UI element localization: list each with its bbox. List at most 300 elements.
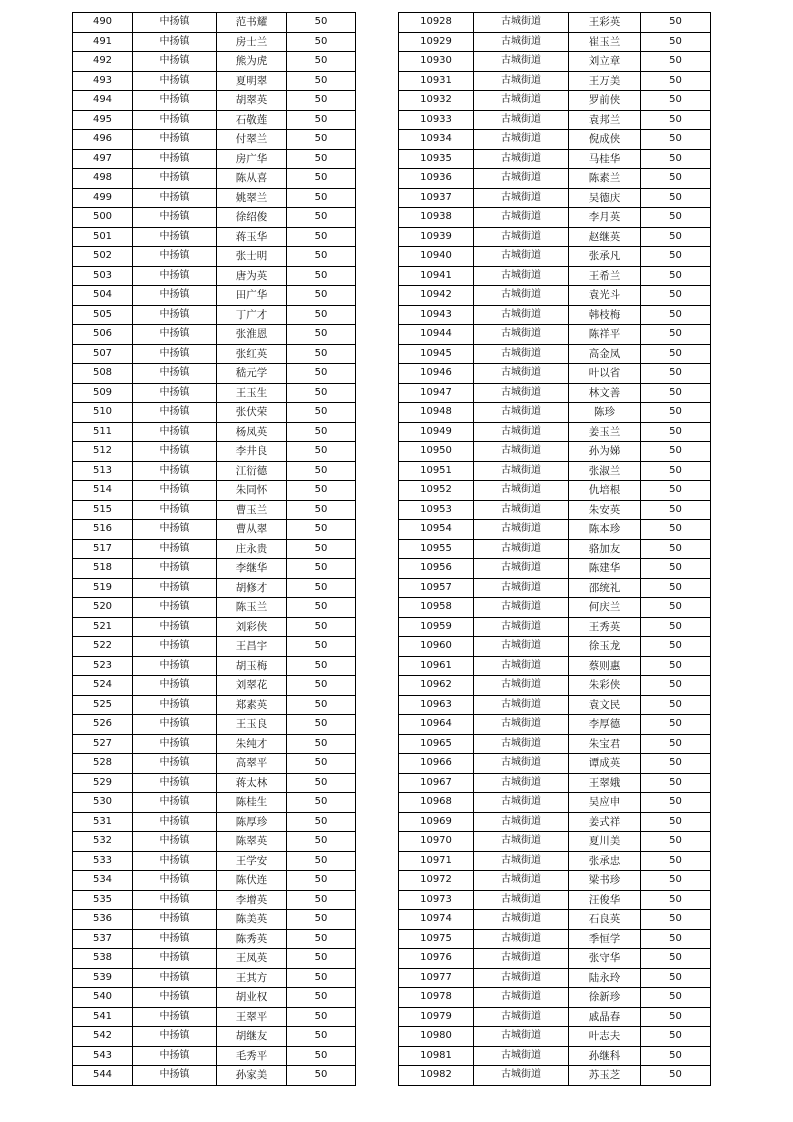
row-number-cell: 10956 [399, 559, 474, 579]
left-table [72, 12, 356, 1086]
name-cell: 姜玉兰 [569, 422, 641, 442]
district-cell: 古城街道 [474, 344, 569, 364]
row-number-cell: 10929 [399, 32, 474, 52]
row-number-cell: 515 [73, 500, 133, 520]
row-number-cell: 10944 [399, 325, 474, 345]
district-cell: 古城街道 [474, 598, 569, 618]
amount-cell: 50 [287, 929, 356, 949]
amount-cell: 50 [287, 715, 356, 735]
row-number-cell: 542 [73, 1027, 133, 1047]
district-cell: 中扬镇 [133, 559, 217, 579]
amount-cell: 50 [287, 149, 356, 169]
row-number-cell: 512 [73, 442, 133, 462]
name-cell: 朱同怀 [217, 481, 287, 501]
row-number-cell: 10967 [399, 773, 474, 793]
row-number-cell: 10950 [399, 442, 474, 462]
row-number-cell: 10974 [399, 910, 474, 930]
amount-cell: 50 [641, 403, 711, 423]
name-cell: 骆加友 [569, 539, 641, 559]
row-number-cell: 10961 [399, 656, 474, 676]
row-number-cell: 498 [73, 169, 133, 189]
table-row [73, 656, 356, 676]
table-row [399, 266, 711, 286]
district-cell: 中扬镇 [133, 1007, 217, 1027]
table-row [73, 988, 356, 1008]
name-cell: 仇培根 [569, 481, 641, 501]
district-cell: 中扬镇 [133, 500, 217, 520]
table-row [73, 52, 356, 72]
table-row [399, 520, 711, 540]
row-number-cell: 10954 [399, 520, 474, 540]
district-cell: 古城街道 [474, 988, 569, 1008]
name-cell: 孙为娣 [569, 442, 641, 462]
district-cell: 古城街道 [474, 1046, 569, 1066]
table-row [73, 754, 356, 774]
amount-cell: 50 [287, 91, 356, 111]
amount-cell: 50 [641, 13, 711, 33]
district-cell: 古城街道 [474, 481, 569, 501]
district-cell: 古城街道 [474, 52, 569, 72]
table-row [399, 773, 711, 793]
name-cell: 胡继友 [217, 1027, 287, 1047]
amount-cell: 50 [641, 1046, 711, 1066]
name-cell: 曹玉兰 [217, 500, 287, 520]
row-number-cell: 524 [73, 676, 133, 696]
row-number-cell: 10939 [399, 227, 474, 247]
amount-cell: 50 [287, 364, 356, 384]
amount-cell: 50 [287, 422, 356, 442]
row-number-cell: 534 [73, 871, 133, 891]
amount-cell: 50 [641, 929, 711, 949]
district-cell: 中扬镇 [133, 520, 217, 540]
amount-cell: 50 [641, 656, 711, 676]
table-row [399, 832, 711, 852]
name-cell: 王昌宇 [217, 637, 287, 657]
district-cell: 古城街道 [474, 149, 569, 169]
row-number-cell: 525 [73, 695, 133, 715]
district-cell: 古城街道 [474, 286, 569, 306]
amount-cell: 50 [287, 793, 356, 813]
name-cell: 罗前侠 [569, 91, 641, 111]
district-cell: 古城街道 [474, 305, 569, 325]
amount-cell: 50 [641, 52, 711, 72]
district-cell: 中扬镇 [133, 266, 217, 286]
name-cell: 张淑兰 [569, 461, 641, 481]
amount-cell: 50 [287, 910, 356, 930]
district-cell: 中扬镇 [133, 481, 217, 501]
row-number-cell: 10948 [399, 403, 474, 423]
name-cell: 陆永玲 [569, 968, 641, 988]
name-cell: 徐玉龙 [569, 637, 641, 657]
table-row [73, 578, 356, 598]
row-number-cell: 10979 [399, 1007, 474, 1027]
district-cell: 古城街道 [474, 773, 569, 793]
name-cell: 李增英 [217, 890, 287, 910]
name-cell: 徐绍俊 [217, 208, 287, 228]
amount-cell: 50 [287, 500, 356, 520]
name-cell: 高翠平 [217, 754, 287, 774]
name-cell: 曹从翠 [217, 520, 287, 540]
row-number-cell: 510 [73, 403, 133, 423]
amount-cell: 50 [287, 617, 356, 637]
amount-cell: 50 [641, 442, 711, 462]
name-cell: 石良英 [569, 910, 641, 930]
amount-cell: 50 [287, 1066, 356, 1086]
district-cell: 中扬镇 [133, 305, 217, 325]
row-number-cell: 502 [73, 247, 133, 267]
district-cell: 古城街道 [474, 1066, 569, 1086]
table-row [73, 247, 356, 267]
row-number-cell: 10981 [399, 1046, 474, 1066]
district-cell: 古城街道 [474, 403, 569, 423]
amount-cell: 50 [287, 403, 356, 423]
table-row [73, 539, 356, 559]
name-cell: 姚翠兰 [217, 188, 287, 208]
row-number-cell: 519 [73, 578, 133, 598]
name-cell: 嵇元学 [217, 364, 287, 384]
row-number-cell: 530 [73, 793, 133, 813]
amount-cell: 50 [641, 110, 711, 130]
row-number-cell: 538 [73, 949, 133, 969]
district-cell: 中扬镇 [133, 578, 217, 598]
table-row [399, 286, 711, 306]
row-number-cell: 10975 [399, 929, 474, 949]
name-cell: 张守华 [569, 949, 641, 969]
table-row [73, 637, 356, 657]
name-cell: 陈从喜 [217, 169, 287, 189]
row-number-cell: 10977 [399, 968, 474, 988]
district-cell: 古城街道 [474, 13, 569, 33]
amount-cell: 50 [641, 754, 711, 774]
table-row [399, 734, 711, 754]
table-row [73, 266, 356, 286]
name-cell: 陈玉兰 [217, 598, 287, 618]
row-number-cell: 523 [73, 656, 133, 676]
amount-cell: 50 [641, 637, 711, 657]
district-cell: 古城街道 [474, 227, 569, 247]
row-number-cell: 10958 [399, 598, 474, 618]
amount-cell: 50 [641, 208, 711, 228]
table-row [399, 52, 711, 72]
name-cell: 吴德庆 [569, 188, 641, 208]
table-row [399, 851, 711, 871]
table-row [399, 793, 711, 813]
district-cell: 中扬镇 [133, 286, 217, 306]
district-cell: 中扬镇 [133, 188, 217, 208]
district-cell: 古城街道 [474, 832, 569, 852]
district-cell: 中扬镇 [133, 656, 217, 676]
district-cell: 中扬镇 [133, 637, 217, 657]
row-number-cell: 492 [73, 52, 133, 72]
table-row [73, 734, 356, 754]
amount-cell: 50 [287, 208, 356, 228]
district-cell: 中扬镇 [133, 676, 217, 696]
table-row [399, 188, 711, 208]
name-cell: 唐为英 [217, 266, 287, 286]
district-cell: 古城街道 [474, 325, 569, 345]
row-number-cell: 536 [73, 910, 133, 930]
table-row [399, 305, 711, 325]
district-cell: 古城街道 [474, 1007, 569, 1027]
name-cell: 胡玉梅 [217, 656, 287, 676]
name-cell: 毛秀平 [217, 1046, 287, 1066]
name-cell: 苏玉芝 [569, 1066, 641, 1086]
name-cell: 刘立章 [569, 52, 641, 72]
amount-cell: 50 [641, 578, 711, 598]
table-row [73, 832, 356, 852]
district-cell: 古城街道 [474, 1027, 569, 1047]
row-number-cell: 535 [73, 890, 133, 910]
district-cell: 中扬镇 [133, 617, 217, 637]
amount-cell: 50 [641, 149, 711, 169]
district-cell: 中扬镇 [133, 968, 217, 988]
amount-cell: 50 [641, 188, 711, 208]
row-number-cell: 517 [73, 539, 133, 559]
table-row [73, 910, 356, 930]
row-number-cell: 10957 [399, 578, 474, 598]
row-number-cell: 511 [73, 422, 133, 442]
amount-cell: 50 [287, 13, 356, 33]
table-row [399, 968, 711, 988]
table-row [399, 656, 711, 676]
amount-cell: 50 [287, 812, 356, 832]
table-row [399, 676, 711, 696]
table-row [73, 812, 356, 832]
district-cell: 中扬镇 [133, 812, 217, 832]
table-row [73, 500, 356, 520]
row-number-cell: 10973 [399, 890, 474, 910]
name-cell: 郑素英 [217, 695, 287, 715]
amount-cell: 50 [641, 266, 711, 286]
row-number-cell: 10947 [399, 383, 474, 403]
row-number-cell: 10936 [399, 169, 474, 189]
name-cell: 赵继英 [569, 227, 641, 247]
name-cell: 梁书珍 [569, 871, 641, 891]
name-cell: 孙家美 [217, 1066, 287, 1086]
right-table-body [399, 13, 711, 1086]
table-row [73, 715, 356, 735]
amount-cell: 50 [641, 695, 711, 715]
table-row [399, 539, 711, 559]
table-row [73, 520, 356, 540]
row-number-cell: 527 [73, 734, 133, 754]
table-row [73, 344, 356, 364]
name-cell: 袁文民 [569, 695, 641, 715]
row-number-cell: 10963 [399, 695, 474, 715]
district-cell: 古城街道 [474, 364, 569, 384]
row-number-cell: 10965 [399, 734, 474, 754]
name-cell: 高金凤 [569, 344, 641, 364]
row-number-cell: 493 [73, 71, 133, 91]
name-cell: 胡翠英 [217, 91, 287, 111]
name-cell: 陈伏连 [217, 871, 287, 891]
amount-cell: 50 [287, 1027, 356, 1047]
amount-cell: 50 [287, 344, 356, 364]
district-cell: 中扬镇 [133, 461, 217, 481]
district-cell: 古城街道 [474, 890, 569, 910]
district-cell: 古城街道 [474, 734, 569, 754]
amount-cell: 50 [641, 481, 711, 501]
district-cell: 古城街道 [474, 32, 569, 52]
name-cell: 王万美 [569, 71, 641, 91]
name-cell: 杨凤英 [217, 422, 287, 442]
name-cell: 王希兰 [569, 266, 641, 286]
amount-cell: 50 [641, 344, 711, 364]
district-cell: 中扬镇 [133, 91, 217, 111]
district-cell: 中扬镇 [133, 364, 217, 384]
table-row [73, 1066, 356, 1086]
district-cell: 古城街道 [474, 383, 569, 403]
amount-cell: 50 [641, 715, 711, 735]
amount-cell: 50 [287, 442, 356, 462]
table-row [399, 1027, 711, 1047]
amount-cell: 50 [641, 1027, 711, 1047]
row-number-cell: 490 [73, 13, 133, 33]
district-cell: 中扬镇 [133, 598, 217, 618]
row-number-cell: 504 [73, 286, 133, 306]
district-cell: 中扬镇 [133, 988, 217, 1008]
district-cell: 中扬镇 [133, 1027, 217, 1047]
table-row [399, 208, 711, 228]
row-number-cell: 10931 [399, 71, 474, 91]
row-number-cell: 10960 [399, 637, 474, 657]
table-row [399, 559, 711, 579]
table-row [399, 149, 711, 169]
amount-cell: 50 [641, 832, 711, 852]
district-cell: 中扬镇 [133, 539, 217, 559]
name-cell: 蒋太林 [217, 773, 287, 793]
amount-cell: 50 [641, 520, 711, 540]
district-cell: 中扬镇 [133, 208, 217, 228]
table-row [399, 812, 711, 832]
table-row [73, 422, 356, 442]
row-number-cell: 539 [73, 968, 133, 988]
row-number-cell: 10968 [399, 793, 474, 813]
district-cell: 中扬镇 [133, 715, 217, 735]
district-cell: 古城街道 [474, 188, 569, 208]
district-cell: 古城街道 [474, 851, 569, 871]
amount-cell: 50 [641, 773, 711, 793]
name-cell: 陈秀英 [217, 929, 287, 949]
amount-cell: 50 [287, 110, 356, 130]
name-cell: 陈翠英 [217, 832, 287, 852]
name-cell: 蔡则惠 [569, 656, 641, 676]
table-row [399, 13, 711, 33]
district-cell: 中扬镇 [133, 344, 217, 364]
table-row [73, 773, 356, 793]
name-cell: 林文善 [569, 383, 641, 403]
table-row [73, 481, 356, 501]
amount-cell: 50 [287, 949, 356, 969]
table-row [399, 988, 711, 1008]
row-number-cell: 544 [73, 1066, 133, 1086]
amount-cell: 50 [287, 559, 356, 579]
row-number-cell: 495 [73, 110, 133, 130]
table-row [73, 403, 356, 423]
amount-cell: 50 [641, 1066, 711, 1086]
row-number-cell: 10932 [399, 91, 474, 111]
name-cell: 庄永贵 [217, 539, 287, 559]
row-number-cell: 10934 [399, 130, 474, 150]
name-cell: 吴应申 [569, 793, 641, 813]
name-cell: 张承凡 [569, 247, 641, 267]
district-cell: 古城街道 [474, 929, 569, 949]
table-row [73, 169, 356, 189]
table-row [399, 422, 711, 442]
table-row [73, 383, 356, 403]
name-cell: 韩枝梅 [569, 305, 641, 325]
row-number-cell: 506 [73, 325, 133, 345]
table-row [399, 461, 711, 481]
district-cell: 中扬镇 [133, 1066, 217, 1086]
district-cell: 古城街道 [474, 539, 569, 559]
district-cell: 古城街道 [474, 422, 569, 442]
row-number-cell: 10928 [399, 13, 474, 33]
row-number-cell: 10942 [399, 286, 474, 306]
amount-cell: 50 [641, 617, 711, 637]
table-row [73, 929, 356, 949]
amount-cell: 50 [287, 754, 356, 774]
table-row [73, 364, 356, 384]
table-row [73, 13, 356, 33]
row-number-cell: 10937 [399, 188, 474, 208]
district-cell: 中扬镇 [133, 793, 217, 813]
name-cell: 李月英 [569, 208, 641, 228]
row-number-cell: 491 [73, 32, 133, 52]
amount-cell: 50 [641, 500, 711, 520]
name-cell: 叶志夫 [569, 1027, 641, 1047]
row-number-cell: 10959 [399, 617, 474, 637]
table-row [399, 383, 711, 403]
district-cell: 古城街道 [474, 110, 569, 130]
table-row [399, 110, 711, 130]
district-cell: 中扬镇 [133, 695, 217, 715]
amount-cell: 50 [287, 890, 356, 910]
district-cell: 古城街道 [474, 461, 569, 481]
amount-cell: 50 [641, 32, 711, 52]
district-cell: 古城街道 [474, 520, 569, 540]
amount-cell: 50 [641, 227, 711, 247]
name-cell: 李继华 [217, 559, 287, 579]
table-row [399, 1007, 711, 1027]
table-row [399, 344, 711, 364]
district-cell: 中扬镇 [133, 325, 217, 345]
name-cell: 刘彩侠 [217, 617, 287, 637]
name-cell: 陈珍 [569, 403, 641, 423]
table-row [399, 71, 711, 91]
row-number-cell: 10982 [399, 1066, 474, 1086]
district-cell: 中扬镇 [133, 403, 217, 423]
district-cell: 中扬镇 [133, 13, 217, 33]
district-cell: 古城街道 [474, 578, 569, 598]
amount-cell: 50 [641, 130, 711, 150]
table-row [399, 617, 711, 637]
table-row [399, 695, 711, 715]
row-number-cell: 10935 [399, 149, 474, 169]
amount-cell: 50 [287, 734, 356, 754]
district-cell: 古城街道 [474, 968, 569, 988]
row-number-cell: 10962 [399, 676, 474, 696]
name-cell: 李井良 [217, 442, 287, 462]
table-row [399, 754, 711, 774]
row-number-cell: 505 [73, 305, 133, 325]
district-cell: 古城街道 [474, 754, 569, 774]
amount-cell: 50 [287, 130, 356, 150]
table-row [399, 1046, 711, 1066]
table-row [73, 871, 356, 891]
row-number-cell: 500 [73, 208, 133, 228]
row-number-cell: 522 [73, 637, 133, 657]
